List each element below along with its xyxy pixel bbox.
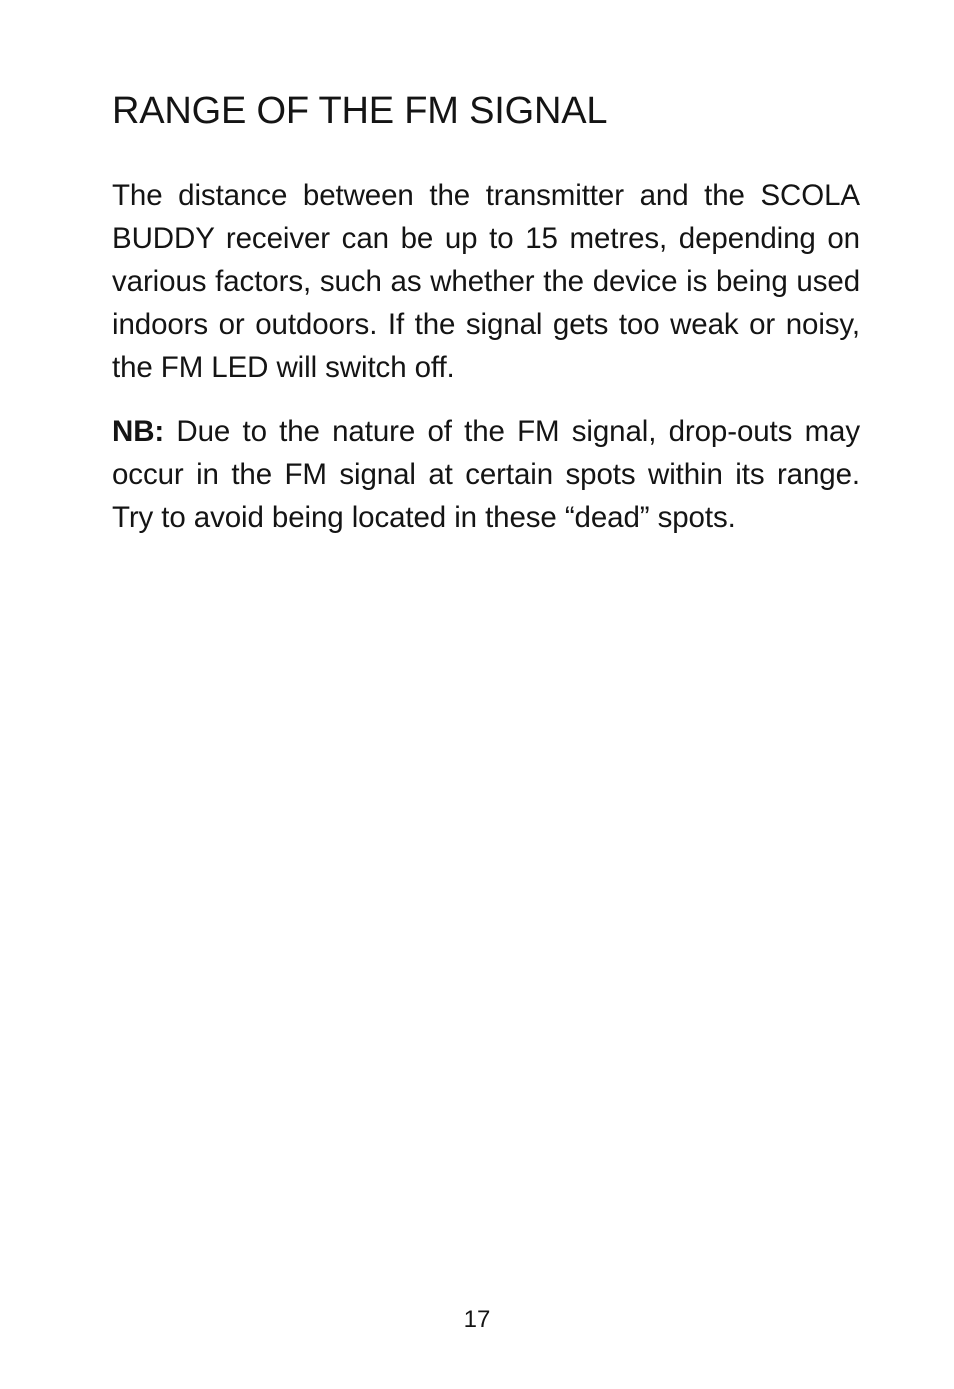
page-number: 17 (463, 1306, 491, 1333)
note-paragraph (112, 410, 860, 539)
range-paragraph: The distance between the transmitter and the SCOLA BUDDY receiver can be up to 15 metres, depending on various factors, such as whether the device is being used indoors or outdoors. If the signal gets too weak or noisy, the FM LED will switch off. (112, 179, 860, 384)
section-heading: RANGE OF THE FM SIGNAL (112, 90, 608, 132)
note-label: NB: (112, 415, 165, 448)
note-text: Due to the nature of the FM signal, drop-outs may occur in the FM signal at certain spots within its range. Try to avoid being located in these “dead” spots. (112, 415, 860, 534)
page-content (112, 84, 860, 539)
